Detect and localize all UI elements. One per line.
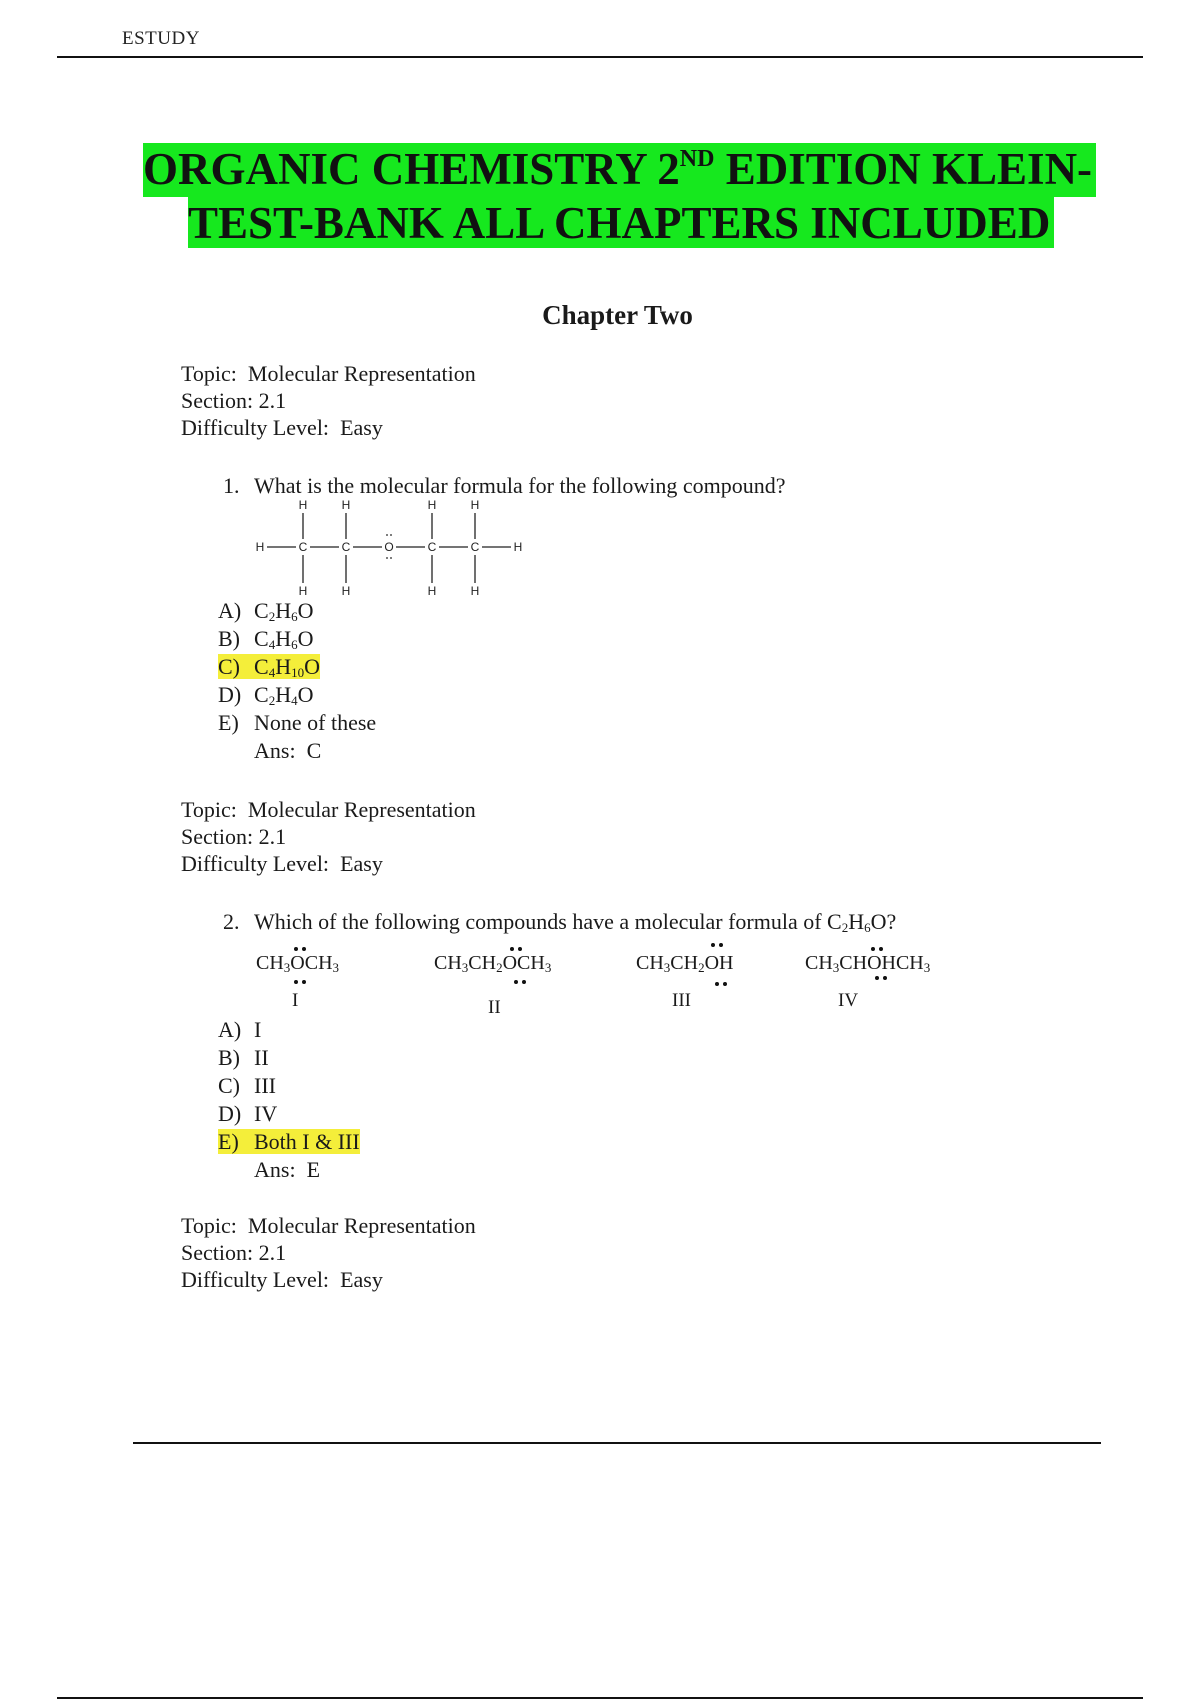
atom-c: C — [298, 540, 308, 554]
header-rule — [57, 56, 1143, 58]
meta-block-1 — [181, 360, 476, 441]
option-e[interactable]: E) None of these — [218, 710, 377, 735]
atom-h: H — [427, 498, 437, 512]
section-line: Section: 2.1 — [181, 1240, 287, 1265]
difficulty-line: Difficulty Level: Easy — [181, 851, 383, 876]
structure-iv: $CH_3CHOHCH_3$ — [805, 952, 931, 975]
diethyl-ether-structure — [250, 495, 530, 605]
difficulty-line: Difficulty Level: Easy — [181, 415, 383, 440]
title-line-2: TEST-BANK ALL CHAPTERS INCLUDED — [188, 197, 1054, 248]
structure-iii: $CH_3CH_2OH$ — [636, 952, 734, 975]
option-e-correct[interactable]: E) Both I & III — [218, 1129, 360, 1154]
atom-h: H — [513, 540, 523, 554]
q2-options — [218, 1016, 360, 1184]
atom-h: H — [470, 584, 480, 598]
answer-line: Ans: E — [254, 1157, 321, 1182]
option-c[interactable]: C) III — [218, 1073, 276, 1098]
option-a[interactable]: A) $C_2H_6O$ — [218, 598, 314, 624]
topic-line: Topic: Molecular Representation — [181, 1213, 476, 1238]
title-superscript: ND — [679, 146, 715, 172]
lone-pair-dots — [0, 940, 1200, 990]
topic-line: Topic: Molecular Representation — [181, 361, 476, 386]
structure-ii: $CH_3CH_2OCH_3$ — [434, 952, 552, 975]
option-d[interactable]: D) $C_2H_4O$ — [218, 682, 314, 708]
topic-line: Topic: Molecular Representation — [181, 797, 476, 822]
option-b[interactable]: B) $C_4H_6O$ — [218, 626, 314, 652]
answer-line: Ans: C — [254, 738, 322, 763]
atom-c: C — [470, 540, 480, 554]
option-d[interactable]: D) IV — [218, 1101, 278, 1126]
atom-o: O — [384, 540, 394, 554]
footer-rule — [133, 1442, 1101, 1444]
structure-i: $CH_3OCH_3$ — [256, 952, 340, 975]
atom-h: H — [298, 498, 308, 512]
structure-label-i: I — [292, 990, 299, 1011]
title-text-part1: ORGANIC CHEMISTRY 2 — [143, 144, 680, 194]
question-1: 1. What is the molecular formula for the following compound? — [223, 473, 786, 498]
section-line: Section: 2.1 — [181, 388, 287, 413]
meta-block-3 — [181, 1212, 476, 1293]
chapter-heading: Chapter Two — [542, 300, 693, 330]
atom-h: H — [427, 584, 437, 598]
option-b[interactable]: B) II — [218, 1045, 269, 1070]
difficulty-line: Difficulty Level: Easy — [181, 1267, 383, 1292]
section-line: Section: 2.1 — [181, 824, 287, 849]
q1-options — [218, 597, 376, 765]
atom-h: H — [470, 498, 480, 512]
atom-h: H — [255, 540, 265, 554]
structure-label-iv: IV — [838, 990, 859, 1011]
atom-c: C — [341, 540, 351, 554]
structure-label-iii: III — [672, 990, 691, 1011]
header-site-name: ESTUDY — [122, 28, 200, 49]
atom-h: H — [341, 498, 351, 512]
structure-label-ii: II — [488, 997, 501, 1018]
title-line-1 — [143, 143, 1096, 197]
atom-h: H — [298, 584, 308, 598]
title-text-part2: EDITION KLEIN- — [714, 144, 1093, 194]
meta-block-2 — [181, 796, 476, 877]
question-2: 2. Which of the following compounds have a molecular formula of $C_2H_6O$? — [223, 909, 897, 935]
bottom-rule — [57, 1697, 1143, 1699]
atom-c: C — [427, 540, 437, 554]
option-c-correct[interactable]: C) $C_4H_{10}O$ — [218, 654, 320, 680]
atom-h: H — [341, 584, 351, 598]
option-a[interactable]: A) I — [218, 1017, 262, 1042]
